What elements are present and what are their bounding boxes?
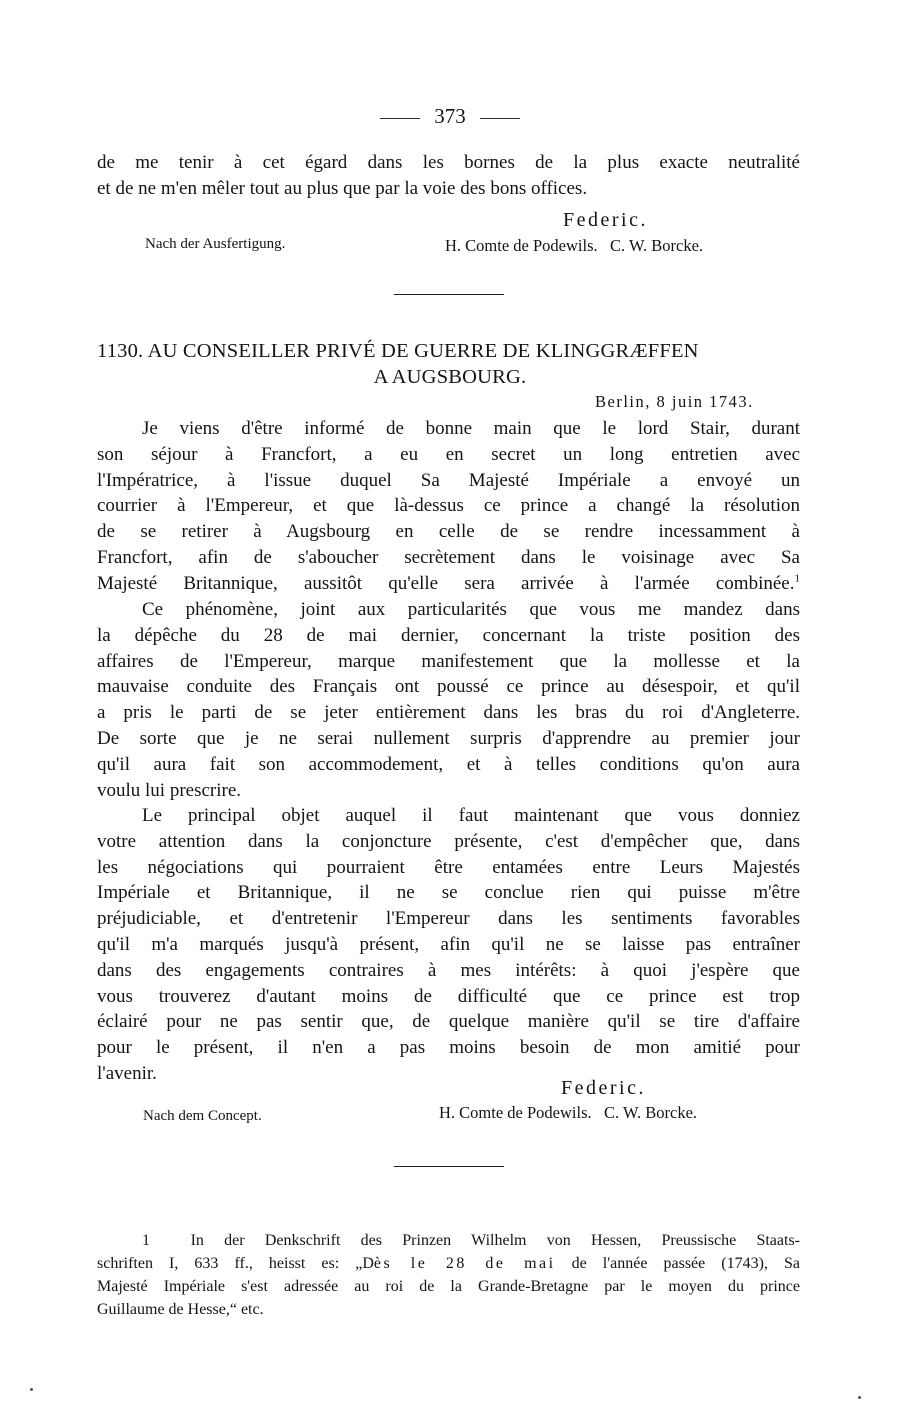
page-speck bbox=[858, 1396, 861, 1399]
text-line: son séjour à Francfort, a eu en secret un long entretien avec bbox=[97, 443, 800, 465]
text-line: courrier à l'Empereur, et que là-dessus ce prince a changé la résolution bbox=[97, 495, 800, 517]
footnote-line bbox=[97, 1252, 800, 1275]
page-number-text: 373 bbox=[434, 104, 466, 128]
page-speck bbox=[30, 1388, 33, 1391]
text-line: la dépêche du 28 de mai dernier, concernant la triste position des bbox=[97, 624, 800, 646]
source-note: Nach der Ausfertigung. bbox=[145, 236, 286, 252]
footnote-spaced-text: ès le 28 de mai bbox=[373, 1255, 556, 1272]
letter-heading-line2: A AUGSBOURG. bbox=[373, 366, 527, 388]
paragraph bbox=[97, 597, 800, 803]
top-paragraph bbox=[97, 150, 800, 202]
text-line: de se retirer à Augsbourg en celle de se rendre incessamment à bbox=[97, 521, 800, 543]
footnote-reference: 1 bbox=[794, 572, 800, 585]
footnote-mark: 1 bbox=[142, 1232, 150, 1249]
letter-heading bbox=[97, 340, 800, 363]
footnote-text: de l'année passée (1743), Sa bbox=[555, 1255, 801, 1272]
footnote-line bbox=[97, 1229, 800, 1252]
section-separator bbox=[394, 1166, 504, 1167]
section-separator bbox=[394, 294, 504, 295]
text-line: l'Impératrice, à l'issue duquel Sa Majesté Impériale a envoyé un bbox=[97, 469, 800, 491]
text-line: et de ne m'en mêler tout au plus que par la voie des bons offices. bbox=[97, 177, 588, 199]
text-line-content: Majesté Britannique, aussitôt qu'elle sera arrivée à l'armée combinée. bbox=[97, 572, 795, 594]
source-note: Nach dem Concept. bbox=[143, 1108, 262, 1124]
text-line: qu'il aura fait son accommodement, et à telles conditions qu'on aura bbox=[97, 753, 800, 775]
letter-number: 1130. bbox=[97, 340, 144, 362]
footnote bbox=[97, 1229, 800, 1321]
footnote-text: schriften I, 633 ff., heisst es: „D bbox=[97, 1255, 374, 1272]
text-line: Je viens d'être informé de bonne main que le lord Stair, durant bbox=[142, 418, 800, 439]
text-line: vous trouverez d'autant moins de difficulté que ce prince est trop bbox=[97, 985, 800, 1007]
signature: Federic. bbox=[563, 209, 648, 231]
text-line: mauvaise conduite des Français ont poussé ce prince au désespoir, et qu'il bbox=[97, 676, 800, 698]
text-line: de me tenir à cet égard dans les bornes de la plus exacte neutralité bbox=[97, 152, 800, 173]
text-line: votre attention dans la conjoncture présente, c'est d'empêcher que, dans bbox=[97, 830, 800, 852]
text-line: éclairé pour ne pas sentir que, de quelque manière qu'il se tire d'affaire bbox=[97, 1011, 800, 1033]
footnote-text: In der Denkschrift des Prinzen Wilhelm von Hessen, Preussische Staats- bbox=[190, 1232, 801, 1249]
signature: Federic. bbox=[561, 1077, 646, 1099]
countersign: H. Comte de Podewils. C. W. Borcke. bbox=[445, 236, 704, 255]
paragraph bbox=[97, 416, 800, 597]
text-line: De sorte que je ne serai nullement surpris d'apprendre au premier jour bbox=[97, 727, 800, 749]
letter-heading-line1: AU CONSEILLER PRIVÉ DE GUERRE DE KLINGGRÆFFEN bbox=[147, 340, 699, 362]
text-line: a pris le parti de se jeter entièrement dans les bras du roi d'Angleterre. bbox=[97, 702, 800, 724]
text-line: préjudiciable, et d'entretenir l'Empereur dans les sentiments favorables bbox=[97, 908, 800, 930]
text-line: voulu lui prescrire. bbox=[97, 779, 242, 801]
text-line: Le principal objet auquel il faut maintenant que vous donniez bbox=[142, 805, 800, 826]
countersign: H. Comte de Podewils. C. W. Borcke. bbox=[439, 1103, 698, 1122]
page-number bbox=[0, 104, 900, 129]
text-line bbox=[97, 571, 800, 597]
text-line: affaires de l'Empereur, marque manifestement que la mollesse et la bbox=[97, 650, 800, 672]
footnote-line: Guillaume de Hesse,“ etc. bbox=[97, 1301, 264, 1318]
page-number-dash-right bbox=[480, 118, 520, 119]
paragraph bbox=[97, 803, 800, 1087]
letter-date: Berlin, 8 juin 1743. bbox=[595, 392, 754, 411]
text-line: dans des engagements contraires à mes intérêts: à quoi j'espère que bbox=[97, 959, 800, 981]
page-number-dash-left bbox=[380, 118, 420, 119]
footnote-line: Majesté Impériale s'est adressée au roi de la Grande-Bretagne par le moyen du prince bbox=[97, 1278, 800, 1295]
text-line: Francfort, afin de s'aboucher secrètement dans le voisinage avec Sa bbox=[97, 546, 800, 568]
text-line: Ce phénomène, joint aux particularités que vous me mandez dans bbox=[142, 599, 800, 620]
text-line: les négociations qui pourraient être entamées entre Leurs Majestés bbox=[97, 856, 800, 878]
text-line: Impériale et Britannique, il ne se conclue rien qui puisse m'être bbox=[97, 882, 800, 904]
text-line: pour le présent, il n'en a pas moins besoin de mon amitié pour bbox=[97, 1037, 800, 1059]
text-line: qu'il m'a marqués jusqu'à présent, afin qu'il ne se laisse pas entraîner bbox=[97, 933, 800, 955]
text-line: l'avenir. bbox=[97, 1062, 157, 1084]
